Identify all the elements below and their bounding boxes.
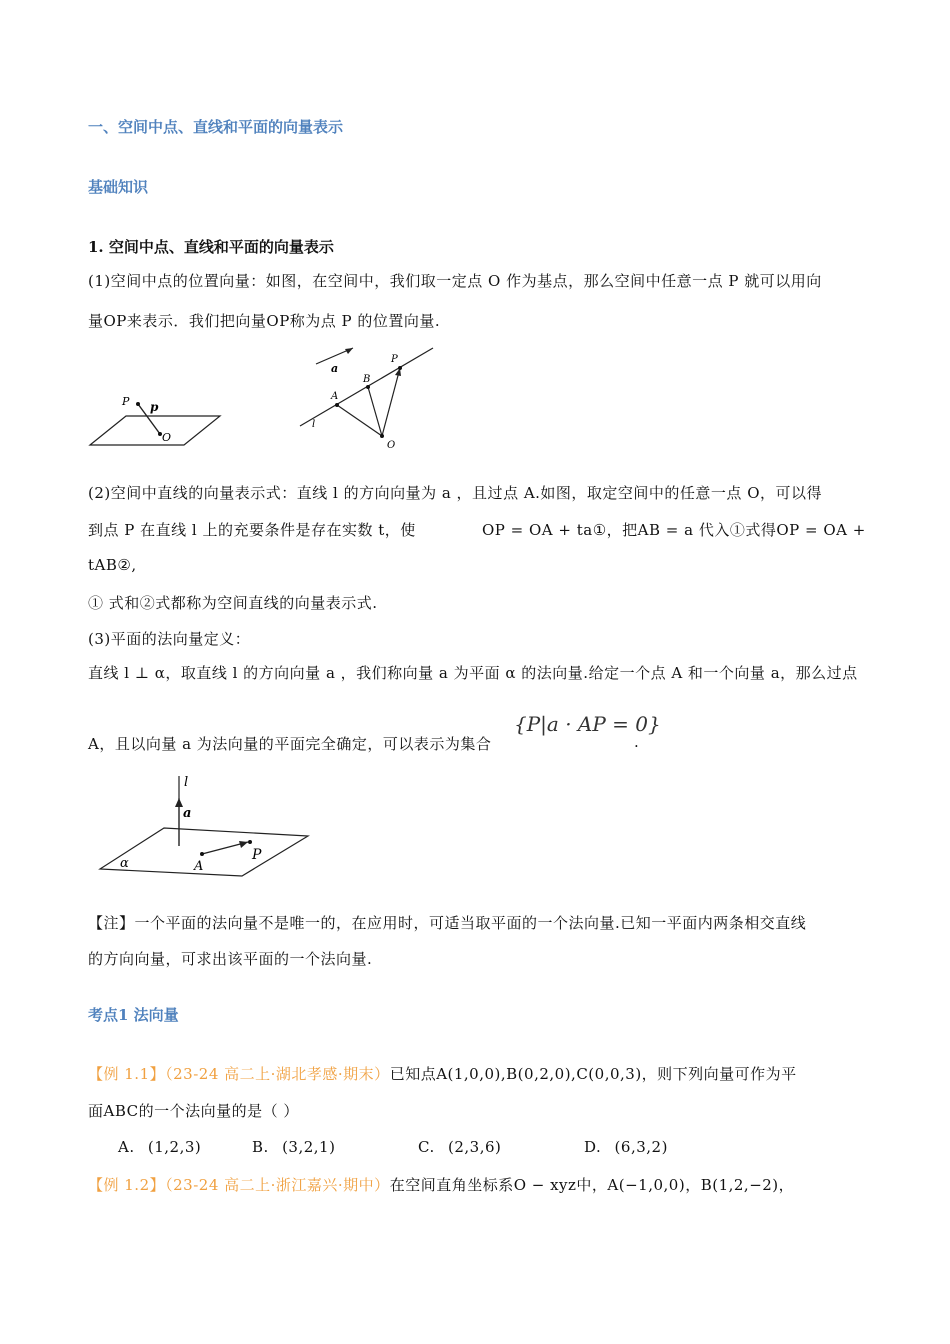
plane-shape [90,416,220,445]
p1-line1: (1)空间中点的位置向量：如图，在空间中，我们取一定点 O 作为基点，那么空间中任意一点 P 就可以用向 [88,272,822,290]
plane-alpha-shape [100,828,308,876]
p2-line2b: OP = OA + ta①，把AB = a 代入①式得OP = OA + [482,521,866,539]
label-p: p [150,400,159,414]
segment-AO [337,405,382,436]
label-l: l [312,419,316,430]
set-expression: {P|a · AP = 0} [514,712,661,736]
label-B: B [363,374,371,385]
point-p-dot [136,402,140,406]
option-d-value: (6,3,2) [614,1138,668,1156]
p2-line3: tAB②, [88,556,137,574]
segment-PO [382,368,400,436]
segment-BO [368,387,382,436]
figure-line-vector [296,342,441,454]
option-a-label: A. [118,1138,135,1156]
p3-line1: (3)平面的法向量定义： [88,630,251,648]
point-b-dot [366,385,370,389]
point-o-dot [380,434,384,438]
label-l: l [184,775,189,790]
kaodian-heading: 考点1 法向量 [88,1006,179,1024]
vector-a-arrowhead [345,348,353,354]
point-a-dot [200,852,204,856]
note-line2: 的方向向量，可求出该平面的一个法向量. [88,950,373,968]
p2-line4: ① 式和②式都称为空间直线的向量表示式. [88,594,378,612]
option-b-label: B. [252,1138,269,1156]
p3-line2: 直线 l ⊥ α，取直线 l 的方向向量 a ，我们称向量 a 为平面 α 的法向量.给定一个点 A 和一个向量 a，那么过点 [88,664,858,682]
example-1-1-line2: 面ABC的一个法向量的是（ ） [88,1102,299,1120]
option-b-value: (3,2,1) [282,1138,336,1156]
figure-point-position [86,390,226,450]
normal-arrowhead [175,798,183,807]
section-heading: 一、空间中点、直线和平面的向量表示 [88,118,344,136]
point-a-dot [335,403,339,407]
p3-line3: A，且以向量 a 为法向量的平面完全确定，可以表示为集合 [88,735,492,753]
option-c-label: C. [418,1138,435,1156]
example-1-1-source: （23-24 高二上·湖北孝感·期末） [165,1065,390,1083]
p1-line2: 量OP来表示．我们把向量OP称为点 P 的位置向量. [88,312,441,330]
vector-AP-arrowhead [239,841,248,848]
option-c[interactable] [418,1138,501,1156]
label-P: P [391,354,398,365]
p2-line2a: 到点 P 在直线 l 上的充要条件是存在实数 t，使 [88,521,416,539]
example-1-2-source: （23-24 高二上·浙江嘉兴·期中） [165,1176,390,1194]
label-A: A [194,859,204,874]
option-d-label: D. [584,1138,602,1156]
example-1-1 [88,1063,797,1084]
label-O: O [162,431,172,444]
point-p-dot [398,366,402,370]
point-p-dot [248,840,252,844]
example-1-2 [88,1174,794,1195]
label-A: A [331,391,339,402]
figure-normal-vector [96,772,316,882]
example-1-1-text: 已知点A(1,0,0),B(0,2,0),C(0,0,3)，则下列向量可作为平 [389,1065,797,1083]
label-O: O [387,440,396,451]
item1-heading: 1. 空间中点、直线和平面的向量表示 [88,238,334,256]
p3-end: . [634,733,640,751]
label-a: a [183,806,192,821]
option-a[interactable] [118,1138,201,1156]
label-P: P [122,395,130,408]
basics-heading: 基础知识 [88,178,149,196]
option-a-value: (1,2,3) [147,1138,202,1156]
label-alpha: α [120,856,129,871]
example-1-1-tag: 【例 1.1】 [88,1065,166,1083]
p2-line1: (2)空间中直线的向量表示式：直线 l 的方向向量为 a ，且过点 A.如图，取定空间中的任意一点 O，可以得 [88,484,822,502]
option-d[interactable] [584,1138,668,1156]
example-1-2-text: 在空间直角坐标系O − xyz中，A(−1,0,0)，B(1,2,−2)， [389,1176,795,1194]
option-b[interactable] [252,1138,335,1156]
label-a: a [331,362,339,375]
label-P: P [252,847,262,863]
note-line1: 【注】一个平面的法向量不是唯一的，在应用时，可适当取平面的一个法向量.已知一平面内两条相交直线 [88,914,807,932]
option-c-value: (2,3,6) [448,1138,502,1156]
example-1-2-tag: 【例 1.2】 [88,1176,166,1194]
